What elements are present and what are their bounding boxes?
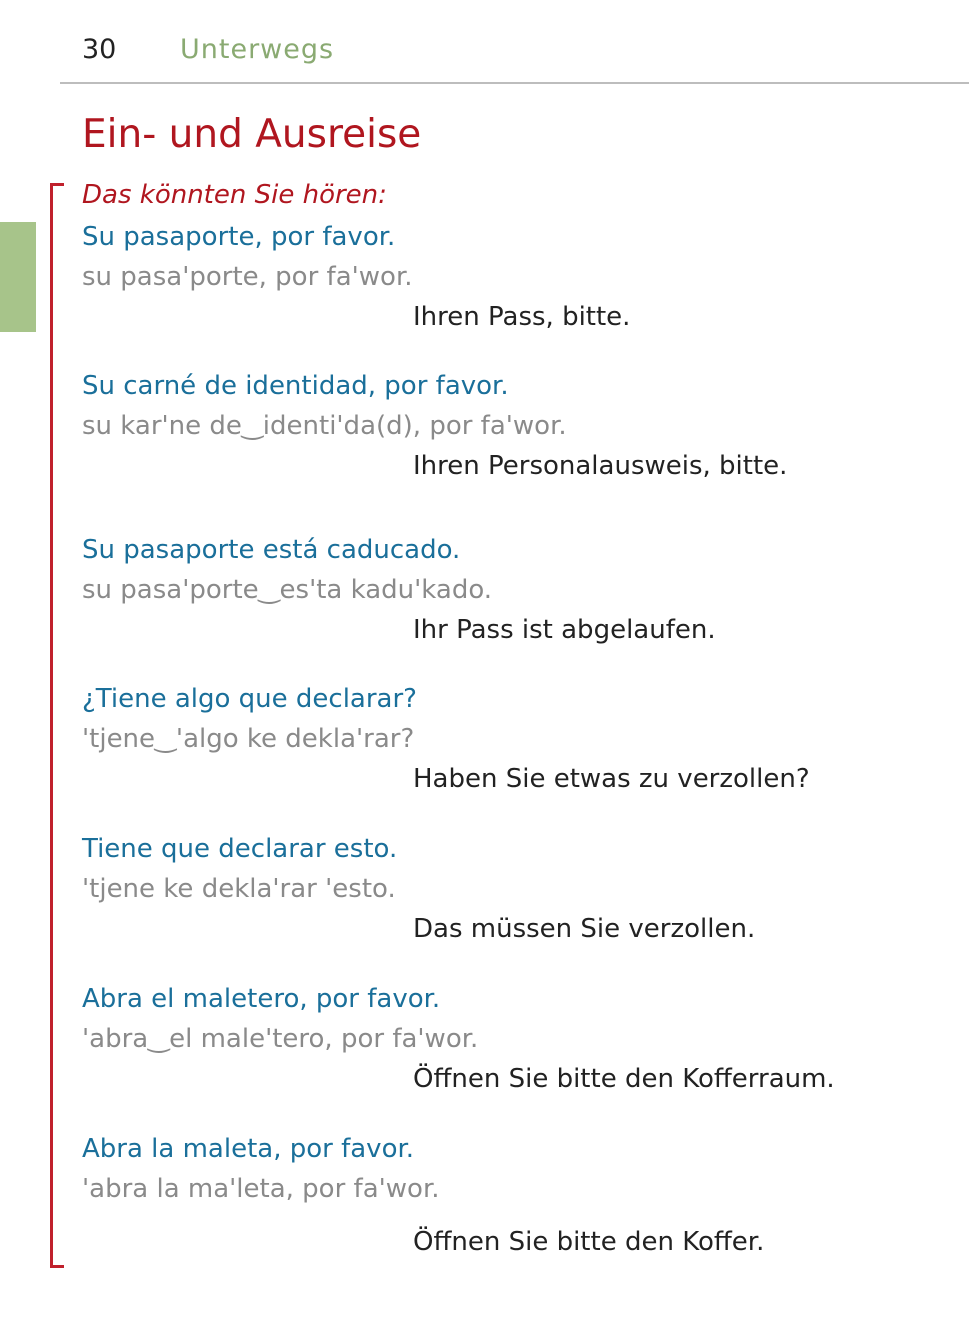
spanish-phrase: Su pasaporte, por favor. — [82, 222, 396, 252]
spanish-phrase: Su pasaporte está caducado. — [82, 535, 461, 565]
phrase-entry — [82, 535, 962, 647]
german-translation: Ihren Pass, bitte. — [413, 302, 631, 333]
german-translation: Ihr Pass ist abgelaufen. — [413, 615, 716, 646]
spanish-phrase: Abra la maleta, por favor. — [82, 1134, 415, 1164]
phrase-entry — [82, 371, 962, 483]
header-divider — [60, 82, 969, 84]
pronunciation: su kar'ne de‿identi'da(d), por fa'wor. — [82, 411, 567, 442]
pronunciation: su pasa'porte, por fa'wor. — [82, 262, 413, 293]
section-bracket — [50, 183, 64, 1268]
phrase-entry — [82, 684, 962, 796]
section-title: Unterwegs — [180, 34, 335, 65]
phrase-entry — [82, 834, 962, 946]
chapter-tab — [0, 222, 36, 332]
pronunciation: 'abra la ma'leta, por fa'wor. — [82, 1174, 440, 1205]
spanish-phrase: Abra el maletero, por favor. — [82, 984, 441, 1014]
page-number: 30 — [82, 34, 117, 65]
german-translation: Das müssen Sie verzollen. — [413, 914, 756, 945]
pronunciation: 'tjene‿'algo ke dekla'rar? — [82, 724, 415, 755]
intro-heading: Das könnten Sie hören: — [82, 180, 387, 210]
spanish-phrase: Tiene que declarar esto. — [82, 834, 398, 864]
phrase-entry — [82, 222, 962, 334]
pronunciation: su pasa'porte‿es'ta kadu'kado. — [82, 575, 493, 606]
page-title: Ein- und Ausreise — [82, 112, 422, 157]
spanish-phrase: ¿Tiene algo que declarar? — [82, 684, 417, 714]
pronunciation: 'abra‿el male'tero, por fa'wor. — [82, 1024, 479, 1055]
phrase-entry — [82, 1134, 962, 1259]
german-translation: Ihren Personalausweis, bitte. — [413, 451, 788, 482]
pronunciation: 'tjene ke dekla'rar 'esto. — [82, 874, 396, 905]
german-translation: Öffnen Sie bitte den Koffer. — [413, 1227, 765, 1258]
german-translation: Haben Sie etwas zu verzollen? — [413, 764, 810, 795]
german-translation: Öffnen Sie bitte den Kofferraum. — [413, 1064, 835, 1095]
phrase-entry — [82, 984, 962, 1096]
spanish-phrase: Su carné de identidad, por favor. — [82, 371, 509, 401]
